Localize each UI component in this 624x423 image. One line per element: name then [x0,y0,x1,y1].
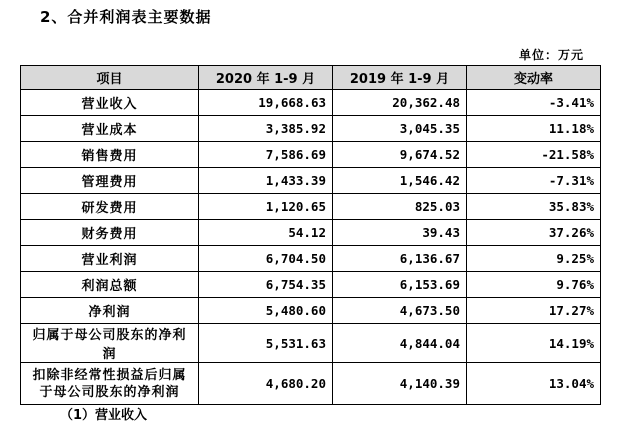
change-rate: 35.83% [467,194,601,220]
value-2019: 4,844.04 [333,324,467,363]
row-label: 归属于母公司股东的净利润 [21,324,199,363]
column-header-change: 变动率 [467,66,601,90]
row-label: 销售费用 [21,142,199,168]
row-label: 营业收入 [21,90,199,116]
table-row [21,220,601,246]
change-rate: 9.76% [467,272,601,298]
value-2020: 1,120.65 [199,194,333,220]
value-2020: 6,704.50 [199,246,333,272]
row-label: 营业成本 [21,116,199,142]
table-row [21,298,601,324]
row-label: 管理费用 [21,168,199,194]
value-2019: 20,362.48 [333,90,467,116]
value-2019: 1,546.42 [333,168,467,194]
column-header-item: 项目 [21,66,199,90]
value-2020: 54.12 [199,220,333,246]
row-label: 营业利润 [21,246,199,272]
change-rate: -21.58% [467,142,601,168]
next-section-heading: （1）营业收入 [60,408,148,423]
row-label: 扣除非经常性损益后归属于母公司股东的净利润 [21,363,199,405]
value-2019: 4,140.39 [333,363,467,405]
value-2019: 6,136.67 [333,246,467,272]
table-row [21,116,601,142]
row-label: 净利润 [21,298,199,324]
unit-note: 单位：万元 [518,48,584,62]
value-2019: 6,153.69 [333,272,467,298]
row-label: 利润总额 [21,272,199,298]
value-2020: 19,668.63 [199,90,333,116]
table-row [21,324,601,363]
column-header-2020: 2020 年 1-9 月 [199,66,333,90]
value-2019: 9,674.52 [333,142,467,168]
change-rate: 9.25% [467,246,601,272]
table-row [21,246,601,272]
change-rate: 11.18% [467,116,601,142]
change-rate: -7.31% [467,168,601,194]
value-2020: 7,586.69 [199,142,333,168]
value-2020: 5,480.60 [199,298,333,324]
table-row [21,142,601,168]
change-rate: -3.41% [467,90,601,116]
value-2019: 3,045.35 [333,116,467,142]
column-header-2019: 2019 年 1-9 月 [333,66,467,90]
value-2020: 4,680.20 [199,363,333,405]
change-rate: 14.19% [467,324,601,363]
table-row [21,90,601,116]
value-2019: 825.03 [333,194,467,220]
row-label: 财务费用 [21,220,199,246]
value-2019: 4,673.50 [333,298,467,324]
value-2020: 3,385.92 [199,116,333,142]
table-header-row [21,66,601,90]
value-2020: 1,433.39 [199,168,333,194]
change-rate: 37.26% [467,220,601,246]
change-rate: 13.04% [467,363,601,405]
value-2019: 39.43 [333,220,467,246]
table-row [21,363,601,405]
section-heading: 2、合并利润表主要数据 [40,8,212,26]
value-2020: 6,754.35 [199,272,333,298]
value-2020: 5,531.63 [199,324,333,363]
income-statement-table [20,65,601,405]
table-row [21,194,601,220]
change-rate: 17.27% [467,298,601,324]
row-label: 研发费用 [21,194,199,220]
table-row [21,168,601,194]
table-row [21,272,601,298]
